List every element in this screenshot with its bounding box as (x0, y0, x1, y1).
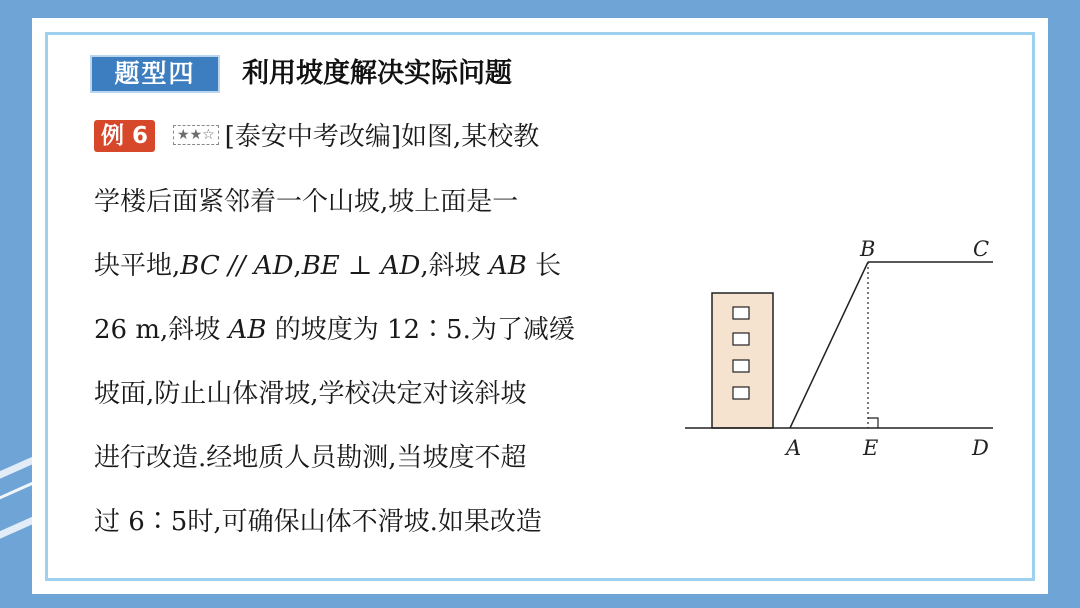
label-b: B (860, 237, 876, 261)
problem-line-2 (94, 182, 664, 222)
problem-line-1 (94, 117, 664, 157)
math-ab: AB (488, 251, 527, 281)
label-d: D (972, 436, 989, 460)
difficulty-stars: ★★☆ (173, 125, 219, 145)
math-bc-parallel-ad: BC // AD (180, 251, 294, 281)
problem-line-5 (94, 374, 664, 414)
example-badge: 例 6 (94, 120, 155, 152)
problem-text: 长 (535, 251, 562, 281)
slope-ab (790, 262, 868, 428)
building-window (733, 307, 749, 319)
label-a: A (786, 436, 802, 460)
problem-text: 坡面,防止山体滑坡,学校决定对该斜坡 (94, 379, 527, 409)
problem-text: 如图,某校教 (400, 122, 540, 152)
math-ab: AB (228, 315, 267, 345)
label-e: E (863, 436, 879, 460)
problem-line-7 (94, 502, 664, 542)
problem-text: 斜坡 (428, 251, 481, 281)
label-c: C (973, 237, 990, 261)
problem-text: 学楼后面紧邻着一个山坡,坡上面是一 (94, 187, 519, 217)
math-be-perp-ad: BE ⊥ AD (301, 251, 421, 281)
problem-text: 26 m,斜坡 (94, 315, 221, 345)
problem-text: 过 6∶5时,可确保山体不滑坡.如果改造 (94, 507, 542, 537)
building-window (733, 387, 749, 399)
slope-diagram (680, 230, 1010, 470)
problem-text: 块平地, (94, 251, 181, 281)
problem-line-4 (94, 310, 664, 350)
problem-line-3: 块平地,BC // AD,BE ⊥ AD,斜坡 AB 长 (94, 251, 562, 281)
problem-text: 的坡度为 12∶5.为了减缓 (274, 315, 575, 345)
problem-line-6 (94, 438, 664, 478)
section-badge: 题型四 (90, 55, 220, 93)
building-window (733, 333, 749, 345)
building-window (733, 360, 749, 372)
section-title: 利用坡度解决实际问题 (242, 58, 512, 89)
problem-text: 进行改造.经地质人员勘测,当坡度不超 (94, 443, 527, 473)
right-angle-mark (868, 418, 878, 428)
source-tag: [泰安中考改编] (224, 122, 401, 152)
